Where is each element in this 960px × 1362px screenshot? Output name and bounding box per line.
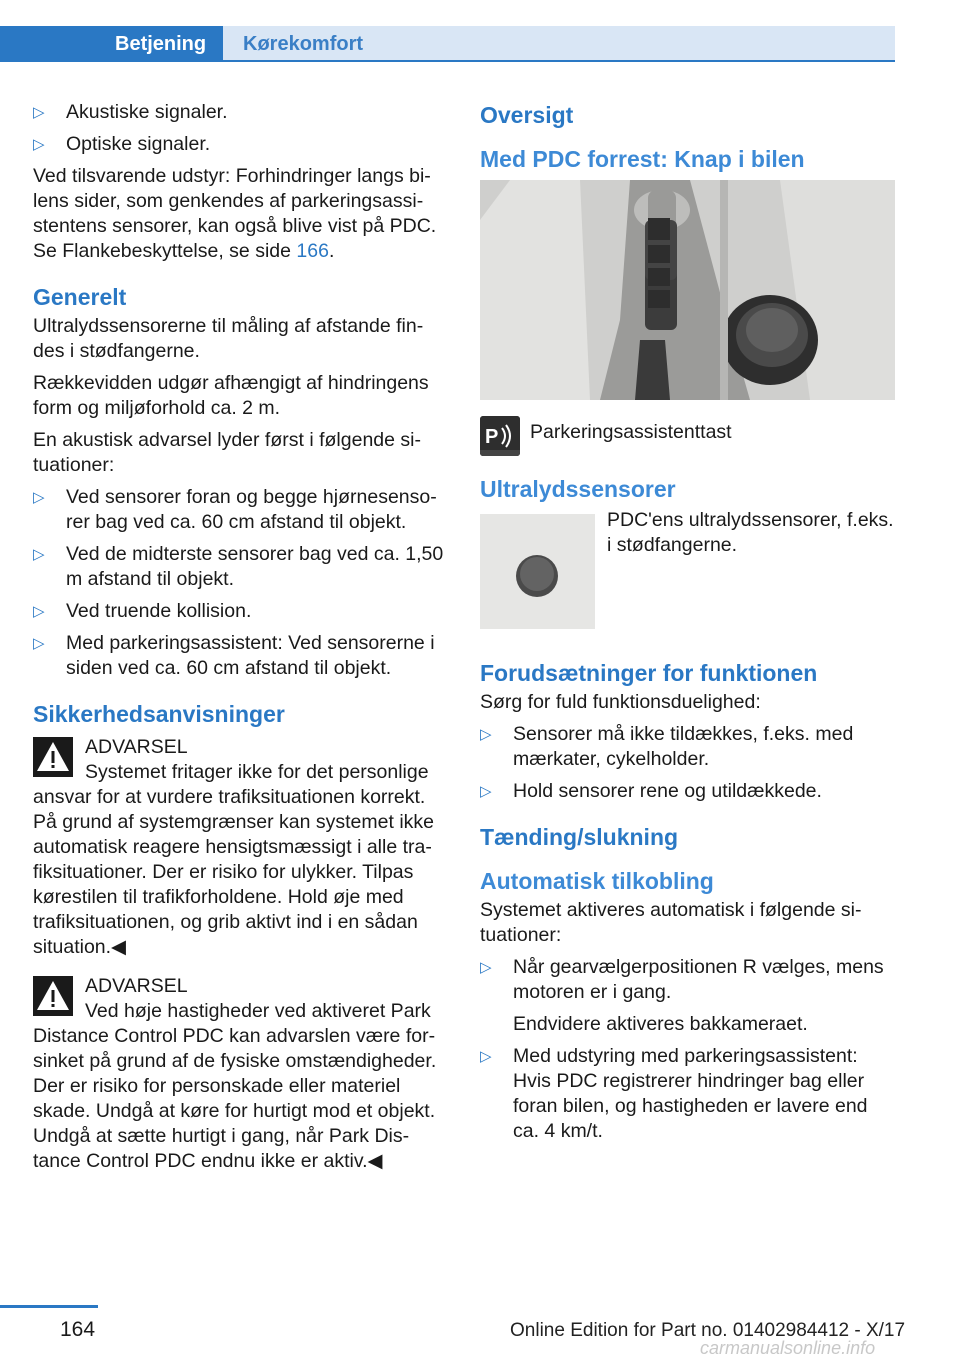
edition-note: Online Edition for Part no. 01402984412 - X/17: [510, 1320, 906, 1341]
list-item: ▷ Med udstyring med parkeringsassistent: Hvis PDC registrerer hindringer bag eller foran bilen, og hastigheden er lavere end ca. 4 km/t.: [480, 1045, 868, 1142]
list-item: ▷ Ved sensorer foran og begge hjørnesensorer bag ved ca. 60 cm afstand til objekt.: [33, 486, 437, 533]
triangle-bullet-icon: ▷: [33, 603, 45, 620]
left-column: [33, 100, 448, 1188]
watermark: carmanualsonline.info: [700, 1338, 876, 1358]
triangle-bullet-icon: ▷: [480, 783, 492, 800]
list-item: ▷ Ved truende kollision.: [33, 600, 252, 622]
tab-betjening[interactable]: Betjening: [0, 26, 223, 62]
paragraph: Rækkevidden udgør afhængigt af hindringens form og miljøforhold ca. 2 m.: [33, 372, 429, 419]
list-item: ▷ Hold sensorer rene og utildækkede.: [480, 780, 822, 802]
console-photo: [480, 180, 895, 400]
page-reference-link[interactable]: 166: [296, 240, 329, 262]
section-title-generelt: Generelt: [33, 284, 127, 310]
triangle-bullet-icon: ▷: [33, 546, 45, 563]
subsection-title-auto: Automatisk tilkobling: [480, 868, 714, 894]
pdc-button-legend: [480, 416, 895, 460]
triangle-bullet-icon: ▷: [33, 489, 45, 506]
warning-text: ansvar for at vurdere trafiksituationen korrekt. På grund af systemgrænser kan systemet ikke automatisk reagere hensigtsmæssigt i alle trafiksituationer. Der er risiko for ulykker. Tilpas kørestilen til trafikforholdene. Hold øje med trafiksituationen, og grib aktivt ind i en sådan situation.◀: [33, 786, 434, 958]
button-label: Parkeringsassistenttast: [530, 421, 732, 443]
warning-text: Systemet fritager ikke for det personlige: [85, 761, 429, 783]
console-illustration: [480, 180, 895, 400]
section-title-safety: Sikkerhedsanvisninger: [33, 701, 285, 727]
subsection-title-sensors: Ultralydssensorer: [480, 476, 676, 502]
paragraph: En akustisk advarsel lyder først i følgende situationer:: [33, 429, 421, 476]
svg-text:P: P: [485, 426, 499, 448]
warning-heading: ADVARSEL: [85, 736, 188, 758]
list-item: ▷ Når gearvælgerpositionen R vælges, mens motoren er i gang.: [480, 956, 884, 1003]
section-title-onoff: Tænding/slukning: [480, 824, 679, 850]
header-rule: [0, 60, 895, 62]
warning-text: Distance Control PDC kan advarslen være forsinket på grund af de fysiske omstændigheder. Der er risiko for personskade eller materiel skade. Undgå at køre for hurtigt mod et objekt. Undgå at sætte hurtigt i gang, når Park Distance Control PDC endnu ikke er aktiv.◀: [33, 1025, 437, 1172]
warning-triangle-icon: [33, 976, 73, 1016]
triangle-bullet-icon: ▷: [480, 726, 492, 743]
right-column: [480, 100, 895, 1151]
page-number: 164: [60, 1318, 96, 1341]
list-item: ▷ Med parkeringsassistent: Ved sensorerne i siden ved ca. 60 cm afstand til objekt.: [33, 632, 435, 679]
chapter-tabs: [0, 26, 895, 62]
paragraph: Systemet aktiveres automatisk i følgende situationer:: [480, 899, 862, 946]
triangle-bullet-icon: ▷: [33, 635, 45, 652]
footer-rule: [0, 1305, 98, 1308]
subsection-title-pdc-front: Med PDC forrest: Knap i bilen: [480, 146, 805, 172]
list-item: ▷ Optiske signaler.: [33, 133, 211, 155]
list-item-note: Endvidere aktiveres bakkameraet.: [513, 1013, 808, 1035]
section-title-requirements: Forudsætninger for funktionen: [480, 660, 818, 686]
paragraph: Ultralydssensorerne til måling af afstande findes i stødfangerne.: [33, 315, 424, 362]
warning-text: Ved høje hastigheder ved aktiveret Park: [85, 1000, 431, 1022]
ultrasonic-sensor-icon: [480, 514, 595, 629]
parking-assist-button-icon: [480, 416, 520, 456]
sensor-photo: [480, 514, 595, 629]
warning-triangle-icon: [33, 737, 73, 777]
sensor-legend: [480, 508, 895, 658]
section-title-oversigt: Oversigt: [480, 102, 574, 128]
triangle-bullet-icon: ▷: [480, 1048, 492, 1065]
triangle-bullet-icon: ▷: [33, 104, 45, 121]
warning-block: [33, 974, 448, 1174]
list-item: ▷ Akustiske signaler.: [33, 101, 228, 123]
tab-korekomfort[interactable]: Kørekomfort: [223, 26, 895, 62]
triangle-bullet-icon: ▷: [480, 959, 492, 976]
warning-heading: ADVARSEL: [85, 975, 188, 997]
list-item: ▷ Ved de midterste sensorer bag ved ca. 1,50 m afstand til objekt.: [33, 543, 444, 590]
triangle-bullet-icon: ▷: [33, 136, 45, 153]
sensor-description: PDC'ens ultralydssensorer, f.eks. i stødfangerne.: [607, 509, 894, 556]
list-item: ▷ Sensorer må ikke tildækkes, f.eks. med mærkater, cykelholder.: [480, 723, 854, 770]
warning-block: [33, 735, 448, 960]
intro-paragraph: Ved tilsvarende udstyr: Forhindringer langs bilens sider, som genkendes af parkeringsassistentens sensorer, kan også blive vist på PDC. Se Flankebeskyttelse, se side 166.: [33, 165, 437, 262]
paragraph: Sørg for fuld funktionsduelighed:: [480, 691, 761, 713]
